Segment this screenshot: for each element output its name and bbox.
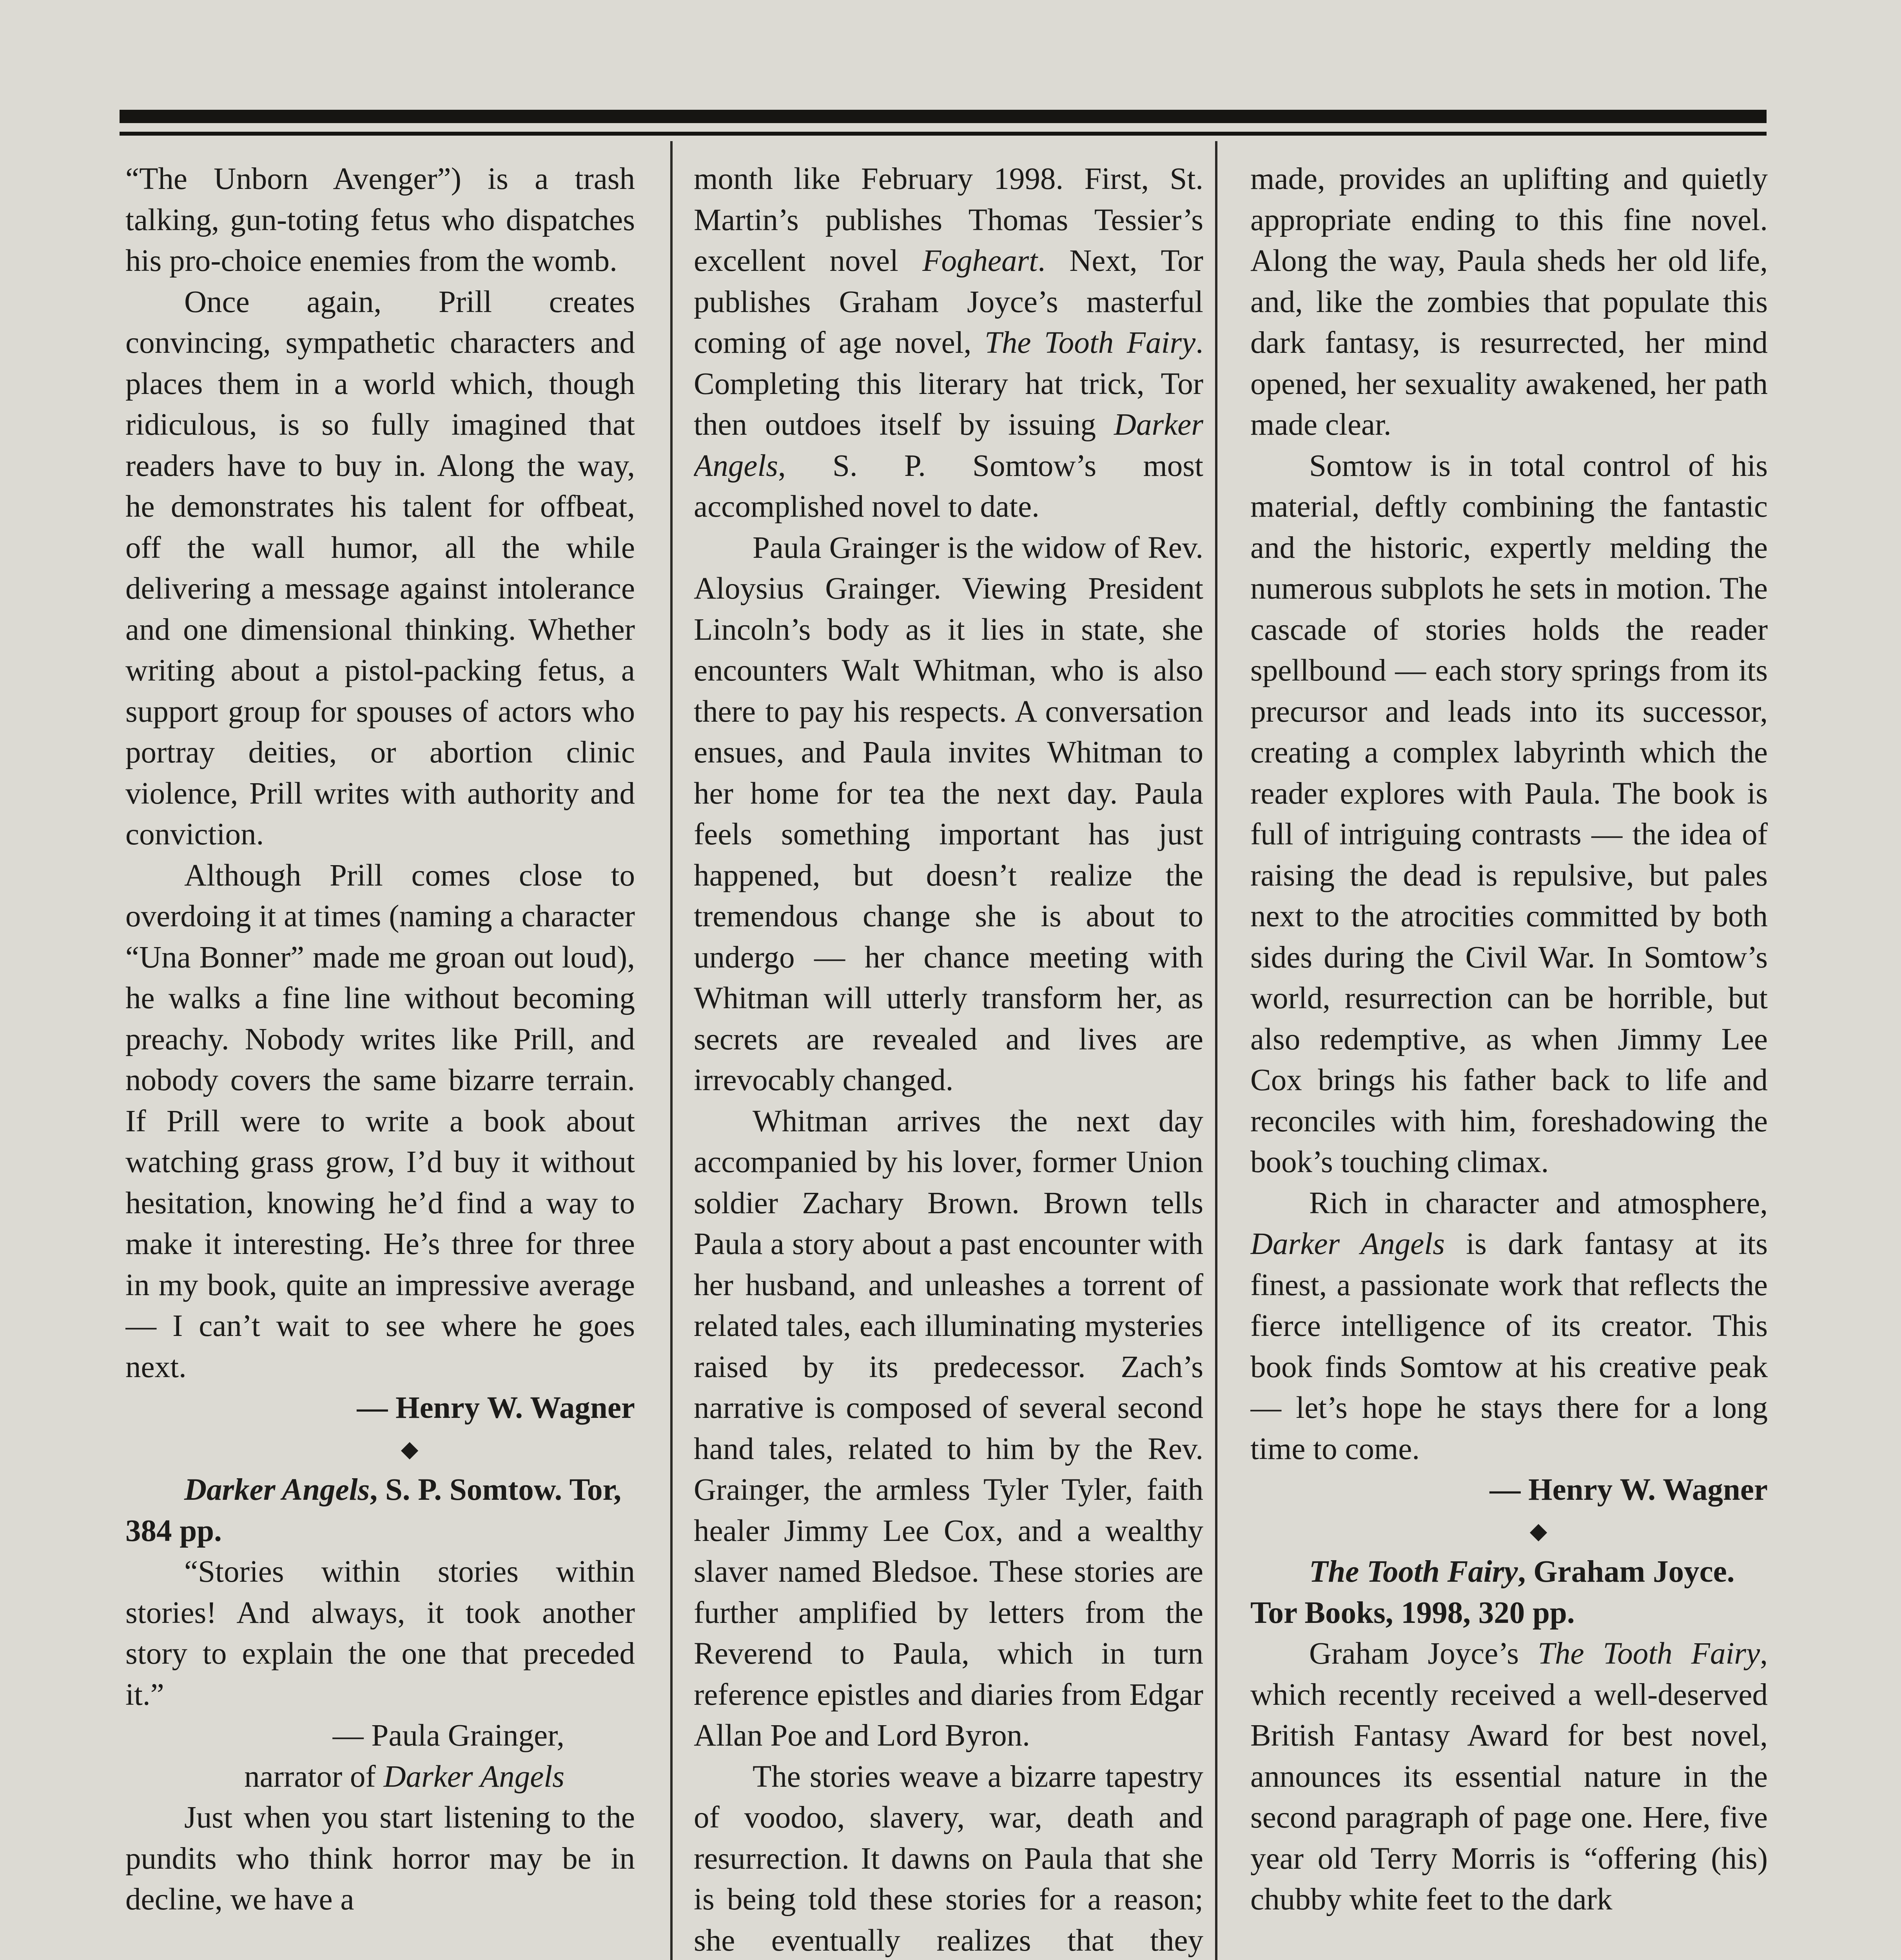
section-divider-bullet: ◆	[1529, 1518, 1547, 1544]
paragraph: Paula Grainger is the widow of Rev. Aloysius Grainger. Viewing President Lincoln’s body as it lies in state, she encounters Walt Whitman, who is also there to pay his respects. A conversation ensues, and Paula invites Whitman to her home for tea the next day. Paula feels something important has just happened, but doesn’t realize the tremendous change she is about to undergo — her chance meeting with Whitman will utterly transform her, as secrets are revealed and lives are irrevocably changed.	[694, 530, 1203, 1097]
paragraph	[694, 159, 1203, 528]
paragraph: Whitman arrives the next day accompanied by his lover, former Union soldier Zachary Brown. Brown tells Paula a story about a past encounter with her husband, and unleashes a torrent of related tales, each illuminating mysteries raised by its predecessor. Zach’s narrative is composed of several second hand tales, related to him by the Rev. Grainger, the armless Tyler Tyler, faith healer Jimmy Lee Cox, and a wealthy slaver named Bledsoe. These stories are further amplified by letters from the Reverend to Paula, which in turn reference epistles and diaries from Edgar Allan Poe and Lord Byron.	[694, 1104, 1203, 1753]
attribution-title: Darker Angels	[383, 1759, 564, 1794]
paragraph: Just when you start listening to the pundits who think horror may be in decline, we have a	[125, 1800, 635, 1916]
epigraph-attribution-line2	[125, 1757, 635, 1798]
text-run: Graham Joyce’s	[1309, 1637, 1538, 1671]
book-title: The Tooth Fairy	[1309, 1555, 1518, 1589]
book-title: The Tooth Fairy	[1538, 1637, 1760, 1671]
paragraph: made, provides an uplifting and quietly appropriate ending to this fine novel. Along the way, Paula sheds her old life, and, like the zombies that populate this dark fantasy, is resurrected, her mind opened, her sexuality awakened, her path made clear.	[1250, 162, 1768, 442]
column-separator	[670, 141, 673, 1960]
column-2	[694, 159, 1203, 1960]
section-divider-bullet: ◆	[401, 1436, 419, 1462]
review-signature: — Henry W. Wagner	[1489, 1473, 1768, 1507]
top-rule-thin	[120, 132, 1767, 136]
paragraph	[1250, 1183, 1768, 1470]
paragraph	[1250, 1633, 1768, 1920]
book-title: Darker Angels	[184, 1473, 370, 1507]
book-meta: , Graham Joyce. Tor Books, 1998, 320 pp.	[1250, 1555, 1735, 1630]
text-run: month like February 1998. First, St. Martin’s publishes Thomas Tessier’s excellent novel	[694, 162, 1203, 278]
top-rule-thick	[120, 110, 1767, 123]
text-run: is dark fantasy at its finest, a passionate work that reflects the fierce intelligence of its creator. This book finds Somtow at his creative peak — let’s hope he stays there for a long time to come.	[1250, 1227, 1768, 1466]
paragraph: Although Prill comes close to overdoing it at times (naming a character “Una Bonner” made me groan out loud), he walks a fine line without becoming preachy. Nobody writes like Prill, and nobody covers the same bizarre terrain. If Prill were to write a book about watching grass grow, I’d buy it without hesitation, knowing he’d find a way to make it interesting. He’s three for three in my book, quite an impressive average — I can’t wait to see where he goes next.	[125, 858, 635, 1384]
attribution-prefix: narrator of	[244, 1759, 384, 1794]
text-run: , S. P. Somtow’s most accomplished novel to date.	[694, 448, 1203, 524]
review-signature: — Henry W. Wagner	[357, 1391, 635, 1425]
epigraph-quote: “Stories within stories within stories! And always, it took another story to explain the one that preceded it.”	[125, 1555, 635, 1712]
text-run: . Completing this literary hat trick, Tor then outdoes itself by issuing	[694, 326, 1203, 442]
column-3	[1250, 159, 1768, 1960]
column-1	[125, 159, 635, 1960]
epigraph-attribution: — Paula Grainger,	[332, 1719, 564, 1753]
book-title: Fogheart	[922, 244, 1038, 278]
book-title: Darker Angels	[694, 408, 1203, 483]
review-heading	[1250, 1552, 1768, 1633]
paragraph: The stories weave a bizarre tapestry of voodoo, slavery, war, death and resurrection. It dawns on Paula that she is being told these stories for a reason; she eventually realizes that they	[694, 1759, 1203, 1958]
review-heading	[125, 1470, 635, 1552]
text-run: . Next, Tor publishes Graham Joyce’s masterful coming of age novel,	[694, 244, 1203, 360]
paragraph: “The Unborn Avenger”) is a trash talking, gun-toting fetus who dispatches his pro-choice enemies from the womb.	[125, 162, 635, 278]
book-title: The Tooth Fairy	[984, 326, 1196, 360]
text-run: Rich in character and atmosphere,	[1309, 1186, 1768, 1220]
paragraph: Somtow is in total control of his material, deftly combining the fantastic and the historic, expertly melding the numerous subplots he sets in motion. The cascade of stories holds the reader spellbound — each story springs from its precursor and leads into its successor, creating a complex labyrinth which the reader explores with Paula. The book is full of intriguing contrasts — the idea of raising the dead is repulsive, but pales next to the atrocities committed by both sides during the Civil War. In Somtow’s world, resurrection can be horrible, but also redemptive, as when Jimmy Lee Cox brings his father back to life and reconciles with him, foreshadowing the book’s touching climax.	[1250, 448, 1768, 1179]
book-title: Darker Angels	[1250, 1227, 1445, 1261]
text-run: , which recently received a well-deserved British Fantasy Award for best novel, announces its essential nature in the second paragraph of page one. Here, five year old Terry Morris is “offering (his) chubby white feet to the dark	[1250, 1637, 1768, 1916]
paragraph: Once again, Prill creates convincing, sympathetic characters and places them in a world which, though ridiculous, is so fully imagined that readers have to buy in. Along the way, he demonstrates his talent for offbeat, off the wall humor, all the while delivering a message against intolerance and one dimensional thinking. Whether writing about a pistol-packing fetus, a support group for spouses of actors who portray deities, or abortion clinic violence, Prill writes with authority and conviction.	[125, 285, 635, 851]
book-meta: , S. P. Somtow. Tor, 384 pp.	[125, 1473, 622, 1548]
column-separator	[1215, 141, 1217, 1960]
